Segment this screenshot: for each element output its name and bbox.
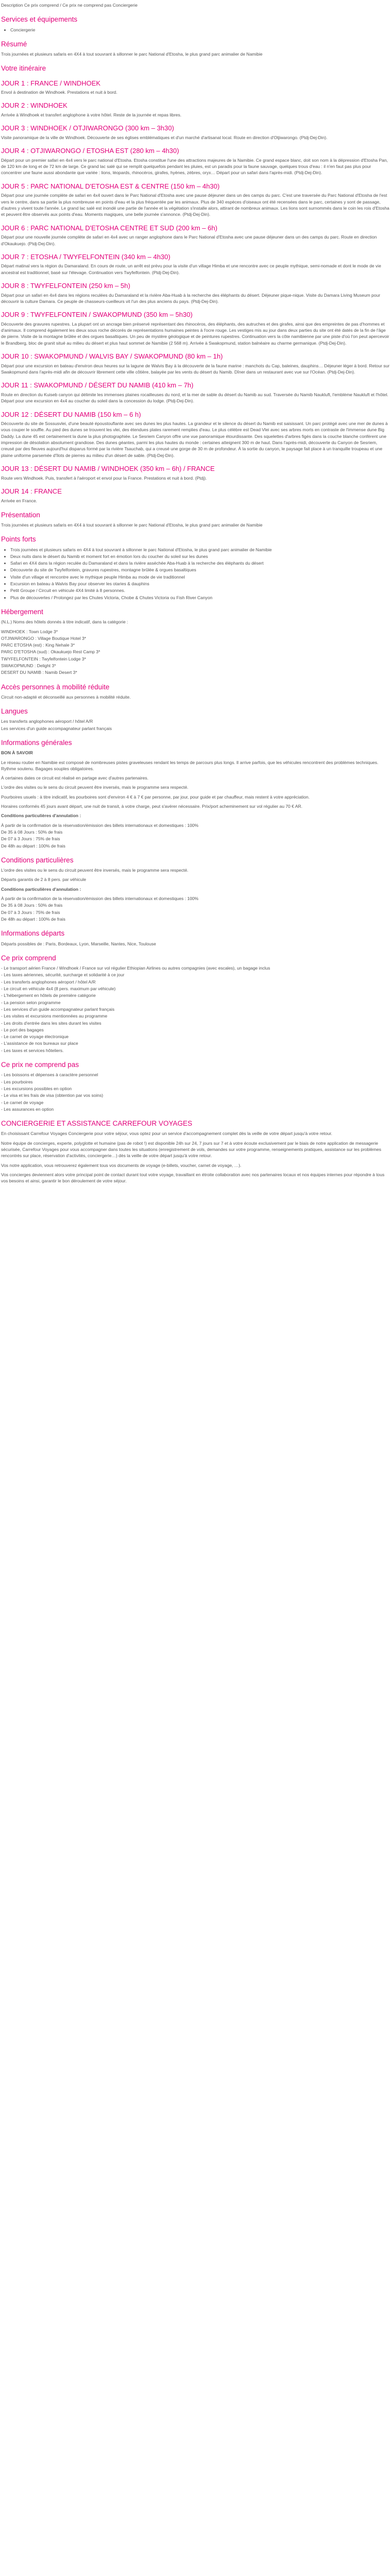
conditions-annulation-list [1, 895, 390, 922]
ne-comprend-item: - Les pourboires [1, 1079, 390, 1085]
comprend-item: - Les taxes et services hôteliers. [1, 1047, 390, 1054]
ne-comprend-item: - Les assurances en option [1, 1106, 390, 1112]
conciergerie-paragraph: Vos notre application, vous retrouverez également tous vos documents de voyage (e-billets, voucher, carnet de voyage, …). [1, 1162, 241, 1168]
resume-title: Résumé [1, 40, 27, 48]
day-text: Route en direction du Kuiseb canyon qui délimite les immenses plaines rocailleuses du nord, et la mer de sable du désert du Namib au sud. Traversée du Namib Naukluft, l'emblème Naukluft et l'hôtel. Départ pour une excursion en 4x4 au coucher du soleil dans la concession du lodge. (Ptdj-Dej-Din). [1, 392, 388, 404]
points-item: • Plus de découvertes / Prolongez par les Chutes Victoria, Chobe & Chutes Victoria ou Fish River Canyon [10, 595, 390, 601]
conditions-paragraph: Départs garantis de 2 à 8 pers. par véhicule [1, 877, 86, 883]
comprend-item: - Le carnet de voyage électronique [1, 1033, 390, 1040]
conciergerie-paragraph: Vos concierges deviennent alors votre principal point de contact durant tout votre voyage, travaillant en étroite collaboration avec nos partenaires locaux et nos équipes internes pour répondre à tous vos besoins et ainsi, garantir le bon déroulement de votre séjour. [1, 1172, 385, 1184]
points-item: • Visite d'un village et rencontre avec le mythique peuple Himba au mode de vie traditionnel [10, 574, 390, 580]
departs-text: Départs possibles de : Paris, Bordeaux, Lyon, Marseille, Nantes, Nice, Toulouse [1, 941, 156, 946]
conditions-annulation-item: À partir de la confirmation de la réservation/émission des billets internationaux et domestiques : 100% [1, 896, 199, 902]
acces-title: Accès personnes à mobilité réduite [1, 683, 110, 691]
infos-conditions-title: Conditions particulières d'annulation : [1, 813, 82, 819]
hotel-item: DESERT DU NAMIB : Namib Desert 3* [1, 670, 77, 675]
day-title: JOUR 6 : PARC NATIONAL D'ETOSHA CENTRE ET SUD (200 km – 6h) [1, 224, 218, 232]
day-text: Départ pour une excursion en bateau d'environ deux heures sur la lagune de Walvis Bay à la découverte de la faune marine : manchots du Cap, baleines, dauphins… Déjeuner léger à bord. Retour sur Swakopmund dans l'après-midi afin de découvrir librement cette ville côtière, balayée par les vents du désert du Namib. Dîner dans un restaurant avec vue sur l'Océan. (Ptdj-Dej-Din). [1, 363, 390, 375]
day-text: Départ pour un premier safari en 4x4 vers le parc national d'Etosha. Etosha constitue l'une des attractions majeures de la Namibie. Ce grand espace blanc, doit son nom à la dépression d'Etosha Pan, de 120 km de long et de 72 km de large. Ce grand lac salé qui se remplit quelquefois pendant les pluies, est un paradis pour la faune sauvage, quelques trous d'eau : il n'en faut pas plus pour concentrer une faune aussi abondante que variée : lions, léopards, rhinocéros, girafes, hyènes, zèbres, oryx… Départ pour un safari dans l'après-midi. (Ptdj-Dej-Din). [1, 157, 388, 176]
day-title: JOUR 9 : TWYFELFONTEIN / SWAKOPMUND (350 km – 5h30) [1, 311, 193, 319]
day-text: Départ matinal vers la région du Damaraland. En cours de route, un arrêt est prévu pour la visite d'un village Himba et une rencontre avec ce peuple mythique, semi-nomade et dont le mode de vie ancestral est traditionnel, basé sur l'élevage. Continuation vers Twyfelfontein. (Ptdj-Dej-Din). [1, 263, 381, 275]
langues-item: Les transferts anglophones aéroport / hôtel A/R [1, 719, 93, 724]
hebergement-title: Hébergement [1, 608, 43, 616]
itinerary-title: Votre itinéraire [1, 64, 46, 73]
infos-bon-savoir: BON À SAVOIR [1, 750, 33, 756]
day-text: Visite panoramique de la ville de Windhoek. Découverte de ses églises emblématiques et d'un marché d'artisanat local. Route en direction d'Otjiwarongo. (Ptdj-Dej-Din). [1, 134, 328, 140]
day-title: JOUR 2 : WINDHOEK [1, 101, 68, 110]
conditions-annulation-item: De 07 à 3 Jours : 75% de frais [1, 909, 60, 915]
presentation-title: Présentation [1, 511, 40, 519]
day-text: Départ pour une journée complète de safari en 4x4 ouvert dans le Parc National d'Etosha avec une pause déjeuner dans un des camps du parc. C'est une traversée du Parc National d'Etosha de l'est vers le centre, dans sa partie la plus nombreuse en points d'eau et la plus fréquentée par les animaux. Plus de 340 espèces d'oiseaux ont été recensées dans le parc, certaines y sont de passage, d'autres y vivent toute l'année. Le grand lac salé est inondé une partie de l'année et la végétation s'installe alors, attirant de nombreux animaux. Les lions sont surnommés dans le coin les rois d'Etosha et peuvent être observés aux points d'eau. Moments magiques, une belle journée s'annonce. (Ptdj-Dej-Din). [1, 193, 389, 217]
comprend-item: - Le circuit en véhicule 4x4 (8 pers. maximum par véhicule) [1, 986, 390, 992]
hotel-item: OTJIWARONGO : Village Boutique Hotel 3* [1, 635, 86, 641]
comprend-item: - L'hébergement en hôtels de première catégorie [1, 992, 390, 998]
conciergerie-paragraphs [1, 1130, 390, 1184]
infos-condition-item: De 07 à 3 Jours : 75% de frais [1, 836, 60, 842]
infos-title: Informations générales [1, 739, 72, 747]
infos-paragraph: Horaires conformés 45 jours avant départ, une nuit de transit, à votre charge, peut s'avérer nécessaire. Prix/port acheminement sur vol régulier au 70 € AR. [1, 804, 303, 809]
ne-comprend-item: - Le carnet de voyage [1, 1099, 390, 1106]
presentation-text: Trois journées et plusieurs safaris en 4X4 à tout souvrant à sillonner le parc National d'Etosha, le plus grand parc animalier de Namibie [1, 522, 263, 528]
comprend-list [1, 965, 390, 1054]
day-title: JOUR 12 : DÉSERT DU NAMIB (150 km – 6 h) [1, 410, 141, 418]
ne-comprend-item: - Le visa et les frais de visa (obtention par vos soins) [1, 1092, 390, 1098]
day-title: JOUR 11 : SWAKOPMUND / DÉSERT DU NAMIB (410 km – 7h) [1, 381, 193, 389]
points-list [1, 547, 390, 601]
conditions-title: Conditions particulières [1, 856, 74, 864]
ne-comprend-list [1, 1072, 390, 1112]
conditions-paragraphs [1, 867, 390, 883]
day-text: Arrivée en France. [1, 498, 37, 503]
intro-line: Description Ce prix comprend / Ce prix ne comprend pas Conciergerie [1, 3, 138, 8]
day-text: Découverte du site de Sossusvlei, d'une beauté époustouflante avec ses dunes les plus hautes. La grandeur et le silence du désert du Namib est saisissant. Un parc protégé avec une mer de dunes à vous couper le souffle. Au pied des dunes se trouvent les vlei, des étendues plates rarement remplies d'eau. Le plus célèbre est Dead Vlei avec ses arbres morts en contraste de l'immense dune Big Daddy. La dune 45 est certainement la dune la plus photographiée. Le Sesriem Canyon offre une vue panoramique étourdissante. Des squelettes d'arbres figés dans la couche blanche confèrent une impression de désolation absolument grandiose. Des dunes géantes, parmi les plus hautes du monde : certaines atteignent 300 m de haut. Dans l'après-midi, découverte du Canyon de Sesriem, creusé par des fleuves aujourd'hui disparus formé par la rivière Tsauchab, qui a creusé une gorge de 30 m de profondeur. À la sortie du canyon, le paysage fait place à un tranquille troupeau et une plaine uniforme parsemée d'îlots de pierres au milieu d'un désert de sable. (Ptdj-Dej-Din). [1, 421, 388, 458]
conditions-annulation-title: Conditions particulières d'annulation : [1, 886, 82, 892]
day-text: Arrivée à Windhoek et transfert anglophone à votre hôtel. Reste de la journée et repas libres. [1, 112, 182, 117]
langues-list [1, 718, 390, 732]
day-text: Envol à destination de Windhoek. Prestations et nuit à bord. [1, 90, 118, 95]
conditions-annulation-item: De 35 à 08 Jours : 50% de frais [1, 903, 63, 908]
hotel-item: PARC D'ETOSHA (sud) : Okaukuejo Rest Camp 3* [1, 649, 101, 655]
hotel-item: WINDHOEK : Town Lodge 3* [1, 629, 58, 634]
infos-paragraph: Le réseau routier en Namibie est composé de nombreuses pistes graveleuses rendant les temps de parcours plus longs. Il arrive parfois, que les véhicules rencontrent des problèmes techniques. Rythme soutenu. Bagages souples obligatoires. [1, 759, 379, 771]
infos-paragraph: Pourboires usuels : à titre indicatif, les pourboires sont d'environ 4 € à 7 € par personne, par jour, pour guide et par chauffeur, mais restent à votre appréciation. [1, 794, 310, 800]
conditions-paragraph: L'ordre des visites ou le sens du circuit peuvent être inversés, mais le programme sera respecté. [1, 868, 189, 873]
comprend-item: - Les visites et excursions mentionnées au programme [1, 1013, 390, 1019]
infos-paragraph: L'ordre des visites ou le sens du circuit peuvent être inversés, mais le programme sera respecté. [1, 785, 189, 790]
infos-condition-item: De 48h au départ : 100% de frais [1, 843, 66, 849]
conciergerie-paragraph: En choisissant Carrefour Voyages Conciergerie pour votre séjour, vous optez pour un service d'accompagnement complet dès la veille de votre départ jusqu'à votre retour. [1, 1131, 333, 1137]
points-item: • Excursion en bateau à Walvis Bay pour observer les otaries & dauphins [10, 581, 390, 587]
day-title: JOUR 14 : FRANCE [1, 487, 62, 495]
infos-condition-item: De 35 à 08 Jours : 50% de frais [1, 829, 63, 835]
page [0, 0, 391, 1198]
points-item: • Petit Groupe / Circuit en véhicule 4X4 limité à 8 personnes. [10, 587, 390, 594]
resume-text: Trois journées et plusieurs safaris en 4X4 à tout souvrant à sillonner le parc National d'Etosha, le plus grand parc animalier de Namibie [1, 52, 263, 57]
day-text: Départ pour une nouvelle journée complète de safari en 4x4 avec un ranger anglophone dans le Parc National d'Etosha avec une pause déjeuner dans un des camps du parc. Route en direction d'Okaukuejo. (Ptdj-Dej-Din). [1, 234, 377, 246]
comprend-item: - Les droits d'entrée dans les sites durant les visites [1, 1020, 390, 1026]
day-title: JOUR 1 : FRANCE / WINDHOEK [1, 79, 101, 87]
acces-text: Circuit non-adapté et déconseillé aux personnes à mobilité réduite. [1, 694, 131, 700]
points-item: • Safari en 4X4 dans la région reculée du Damaraland et dans la rivière asséchée Aba-Huab à la recherche des éléphants du désert [10, 560, 390, 566]
comprend-item: - Le transport aérien France / Windhoek / France sur vol régulier Ethiopian Airlines ou autres compagnies (avec escales), un bagage inclus [1, 965, 390, 971]
day-title: JOUR 3 : WINDHOEK / OTJIWARONGO (300 km – 3h30) [1, 124, 174, 132]
comprend-title: Ce prix comprend [1, 954, 56, 962]
services-item: • Conciergerie [10, 27, 390, 33]
comprend-item: - Les services d'un guide accompagnateur parlant français [1, 1006, 390, 1012]
day-title: JOUR 4 : OTJIWARONGO / ETOSHA EST (280 km – 4h30) [1, 147, 180, 155]
ne-comprend-item: - Les excursions possibles en option [1, 1086, 390, 1092]
infos-paragraph: À certaines dates ce circuit est réalisé en partage avec d'autres partenaires. [1, 775, 149, 781]
conditions-annulation-item: De 48h au départ : 100% de frais [1, 917, 66, 922]
comprend-item: - Les taxes aériennes, sécurité, surcharge et solidarité à ce jour [1, 972, 390, 978]
itinerary-days [1, 79, 390, 504]
day-text: Route vers Windhoek. Puis, transfert à l'aéroport et envol pour la France. Prestations et nuit à bord. (Ptdj). [1, 475, 207, 481]
points-item: • Deux nuits dans le désert du Namib et moment fort en émotion lors du coucher du soleil sur les dunes [10, 553, 390, 560]
ne-comprend-title: Ce prix ne comprend pas [1, 1061, 79, 1069]
hotels-list [1, 629, 390, 676]
hotel-item: PARC ETOSHA (est) : King Nehale 3* [1, 642, 75, 648]
comprend-item: - L'assistance de nos bureaux sur place [1, 1040, 390, 1046]
infos-condition-item: À partir de la confirmation de la réservation/émission des billets internationaux et domestiques : 100% [1, 822, 199, 828]
day-text: Départ pour un safari en 4x4 dans les régions reculées du Damaraland et la rivière Aba-Huab à la recherche des éléphants du désert. Déjeuner pique-nique. Visite du Damara Living Museum pour découvrir la culture Damara. Ce peuple de chasseurs-cueilleurs vit l'un des plus anciens du pays. (Ptdj-Dej-Din). [1, 292, 381, 304]
langues-title: Langues [1, 707, 28, 716]
points-item: • Trois journées et plusieurs safaris en 4X4 à tout souvrant à sillonner le parc National d'Etosha, le plus grand parc animalier de Namibie [10, 547, 390, 553]
hotel-item: SWAKOPMUND : Delight 3* [1, 663, 56, 669]
day-title: JOUR 8 : TWYFELFONTEIN (250 km – 5h) [1, 282, 131, 290]
hebergement-intro: (N.L.) Noms des hôtels donnés à titre indicatif, dans la catégorie : [1, 619, 128, 625]
conciergerie-title: CONCIERGERIE ET ASSISTANCE CARREFOUR VOYAGES [1, 1120, 192, 1128]
comprend-item: - Le port des bagages [1, 1027, 390, 1033]
points-title: Points forts [1, 535, 36, 544]
day-title: JOUR 13 : DÉSERT DU NAMIB / WINDHOEK (350 km – 6h) / FRANCE [1, 465, 215, 472]
langues-item: Les services d'un guide accompagnateur parlant français [1, 725, 112, 731]
points-item: • Découverte du site de Twyfelfontein, gravures rupestres, montagne brûlée & orgues basaltiques [10, 567, 390, 573]
infos-conditions-list [1, 822, 390, 849]
comprend-item: - Les transferts anglophones aéroport / hôtel A/R [1, 979, 390, 985]
conciergerie-paragraph: Notre équipe de concierges, experte, polyglotte et humaine (pas de robot !) est disponible 24h sur 24, 7 jours sur 7 et à votre écoute exclusivement par le biais de notre application de messagerie sécurisée, Carrefour Voyages pour vous accompagner dans toutes les situations (enregistrement de vols, demandes sur votre programme, renseignements pratiques, assistance sur les problèmes rencontrés sur place, réservation d'activités, conciergerie…) dès la veille de votre départ jusqu'à votre retour. [1, 1140, 382, 1159]
day-title: JOUR 5 : PARC NATIONAL D'ETOSHA EST & CENTRE (150 km – 4h30) [1, 182, 220, 190]
ne-comprend-item: - Les boissons et dépenses à caractère personnel [1, 1072, 390, 1078]
day-text: Découverte des gravures rupestres. La plupart ont un ancrage bien préservé représentant des rhinocéros, des éléphants, des autruches et des girafes, ainsi que des empreintes de pas d'hommes et d'animaux. Il comprend également les dieux sous roche décorés de représentations humaines peintes à l'ocre rouge. Les vestiges mis au jour dans deux parties du site ont été datés de la fin de l'âge de pierre. Visite de la montagne brûlée et des orgues basaltiques. Un peu de mystère géologique et de peintures rupestres. Continuation vers la côte namibienne par une piste d'où l'on peut apercevoir le Brandberg, bloc de granit situé au milieu du désert et plus haut sommet de Namibie (2 568 m). Arrivée à Swakopmund, station balnéaire au charme germanique. (Ptdj-Dej-Din). [1, 321, 389, 346]
day-title: JOUR 7 : ETOSHA / TWYFELFONTEIN (340 km – 4h30) [1, 252, 171, 261]
comprend-item: - La pension selon programme [1, 999, 390, 1006]
services-list [1, 27, 390, 33]
day-title: JOUR 10 : SWAKOPMUND / WALVIS BAY / SWAKOPMUND (80 km – 1h) [1, 352, 223, 361]
departs-title: Informations départs [1, 929, 65, 938]
hotel-item: TWYFELFONTEIN : Twyfelfontein Lodge 3* [1, 656, 86, 662]
services-title: Services et équipements [1, 15, 77, 24]
infos-paragraphs [1, 759, 390, 810]
